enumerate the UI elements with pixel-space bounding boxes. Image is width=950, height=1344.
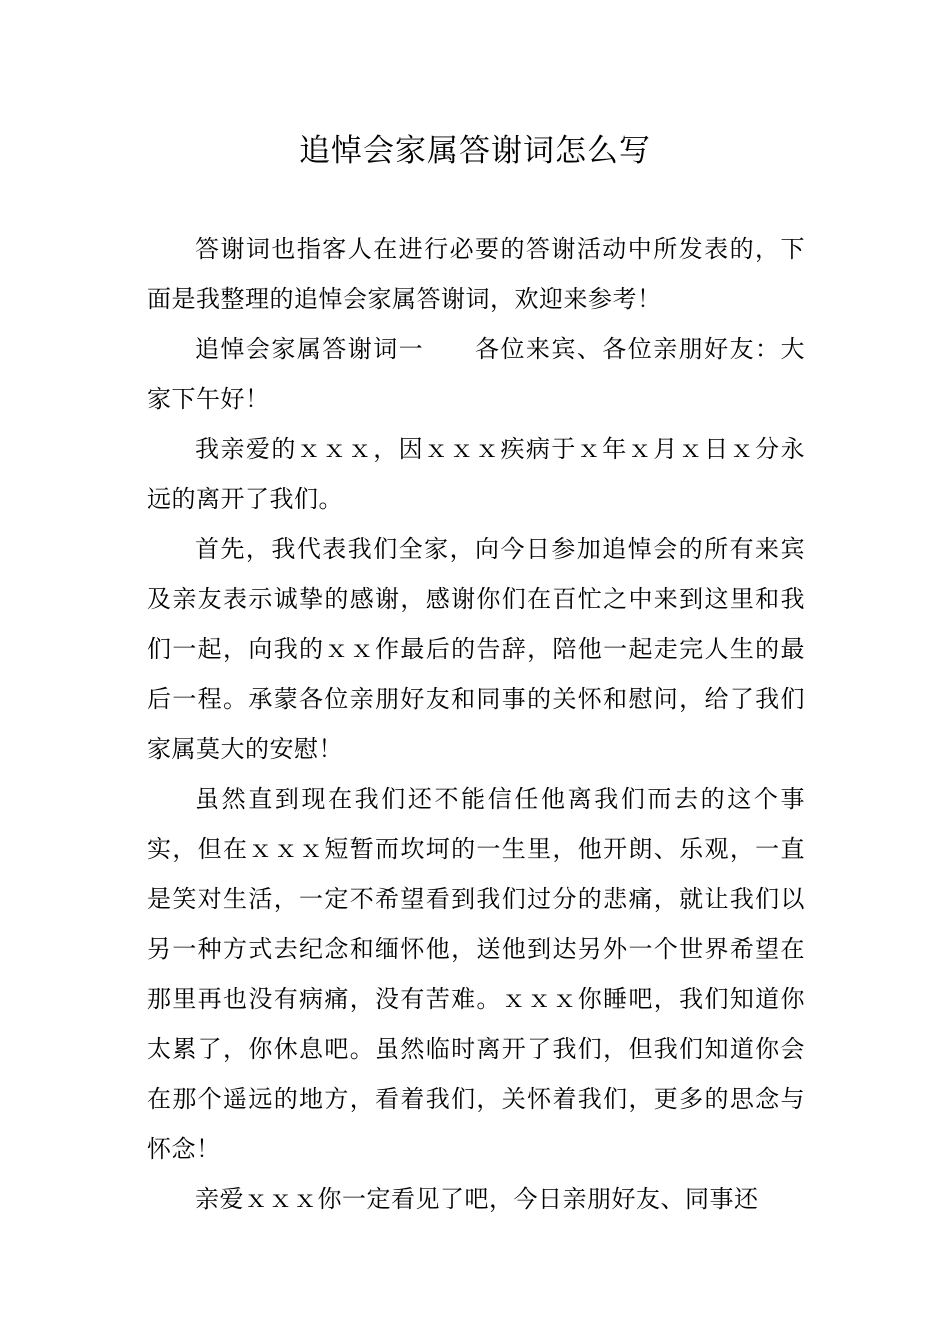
document-body <box>147 224 805 1224</box>
paragraph-closing-partial: 亲爱ｘｘｘ你一定看见了吧，今日亲朋好友、同事还 <box>195 1185 759 1213</box>
paragraph-heading-salutation: 追悼会家属答谢词一 各位来宾、各位亲朋好友：大家下午好！ <box>147 335 805 413</box>
paragraph-announcement: 我亲爱的ｘｘｘ，因ｘｘｘ疾病于ｘ年ｘ月ｘ日ｘ分永远的离开了我们。 <box>147 435 805 513</box>
document-title: 追悼会家属答谢词怎么写 <box>299 133 651 169</box>
paragraph-intro: 答谢词也指客人在进行必要的答谢活动中所发表的，下面是我整理的追悼会家属答谢词，欢迎来参考！ <box>147 235 805 313</box>
paragraph-remembrance: 虽然直到现在我们还不能信任他离我们而去的这个事实，但在ｘｘｘ短暂而坎坷的一生里，他开朗、乐观，一直是笑对生活，一定不希望看到我们过分的悲痛，就让我们以另一种方式去纪念和缅怀他，送他到达另外一个世界希望在那里再也没有病痛，没有苦难。ｘｘｘ你睡吧，我们知道你太累了，你休息吧。虽然临时离开了我们，但我们知道你会在那个遥远的地方，看着我们，关怀着我们，更多的思念与怀念！ <box>147 785 805 1163</box>
paragraph-thanks: 首先，我代表我们全家，向今日参加追悼会的所有来宾及亲友表示诚挚的感谢，感谢你们在百忙之中来到这里和我们一起，向我的ｘｘ作最后的告辞，陪他一起走完人生的最后一程。承蒙各位亲朋好友和同事的关怀和慰问，给了我们家属莫大的安慰！ <box>147 535 805 763</box>
